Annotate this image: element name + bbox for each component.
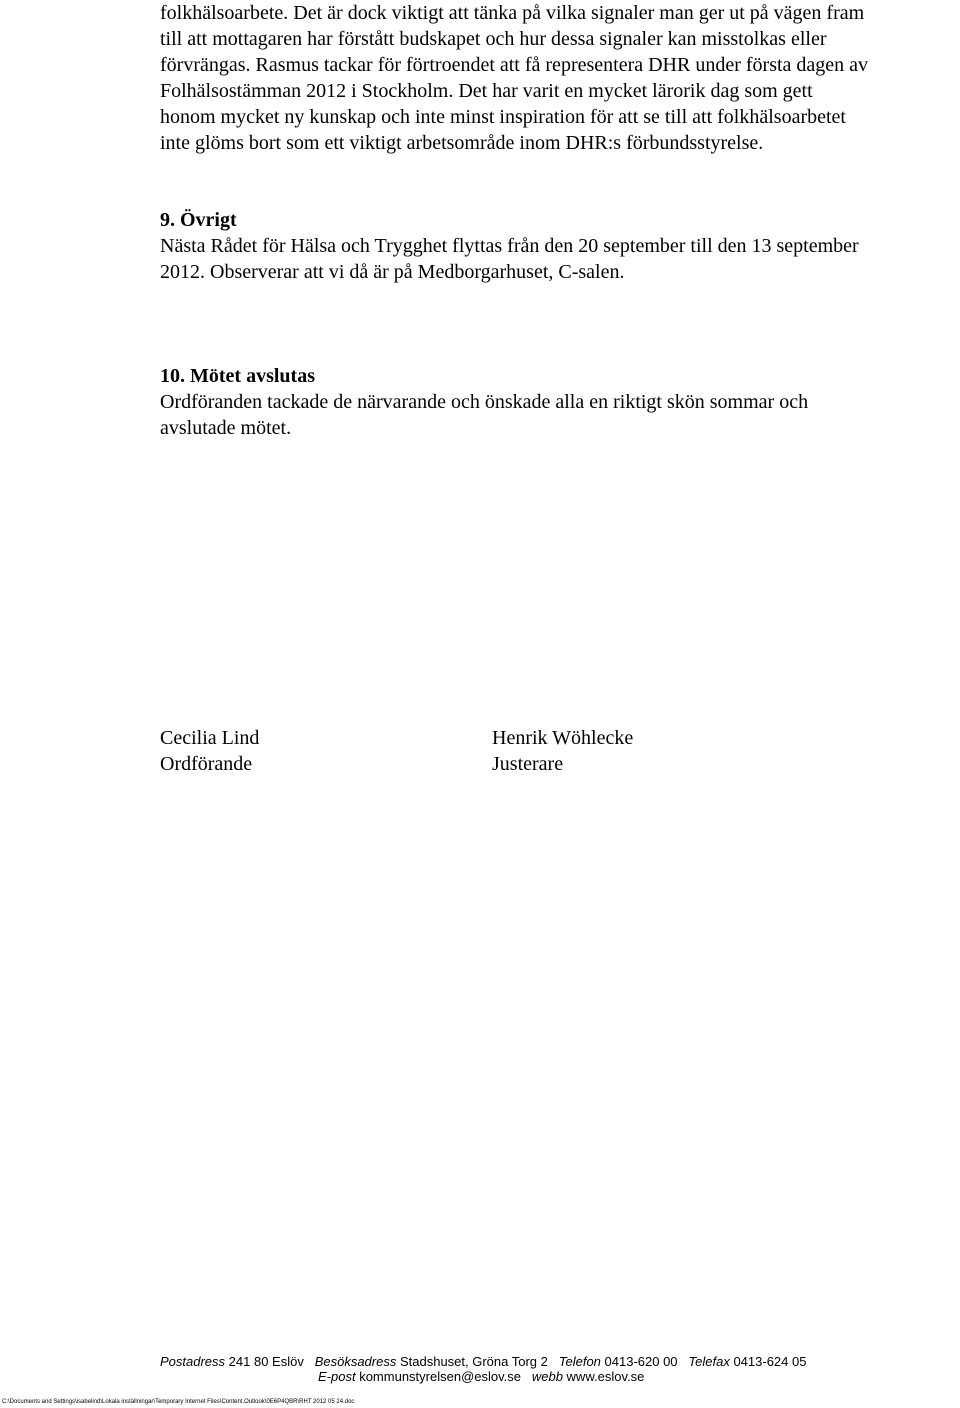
paragraph-line: till att mottagaren har förstått budskapet och hur dessa signaler kan misstolkas eller xyxy=(160,28,827,50)
paragraph-line: folkhälsoarbete. Det är dock viktigt att tänka på vilka signaler man ger ut på vägen fram xyxy=(160,2,865,24)
paragraph-line: förvrängas. Rasmus tackar för förtroendet att få representera DHR under första dagen av xyxy=(160,54,869,76)
footer-email-value: kommunstyrelsen@eslov.se xyxy=(359,1369,521,1384)
footer-postal-value: 241 80 Eslöv xyxy=(228,1354,304,1369)
signature-chair xyxy=(160,725,259,777)
section-10-line: avslutade mötet. xyxy=(160,417,292,439)
signature-adjuster-name: Henrik Wöhlecke xyxy=(492,727,634,749)
footer-visit-value: Stadshuset, Gröna Torg 2 xyxy=(399,1354,548,1369)
footer-contact-line xyxy=(0,1368,960,1385)
section-9-line: Nästa Rådet för Hälsa och Trygghet flyttas från den 20 september till den 13 september xyxy=(160,235,859,257)
file-path: C:\Documents and Settings\isabelind\Lokala inställningar\Temporary Internet Files\Content.Outlook\0E6P4QBR\RHT 2012 05 24.doc xyxy=(2,1399,355,1405)
section-9-heading: 9. Övrigt xyxy=(160,209,237,231)
footer-phone-label: Telefon xyxy=(558,1354,601,1369)
footer-visit-label: Besöksadress xyxy=(314,1354,397,1369)
footer-phone-value: 0413-620 00 xyxy=(604,1354,678,1369)
footer-web-value: www.eslov.se xyxy=(566,1369,645,1384)
paragraph-line: Folhälsostämman 2012 i Stockholm. Det har varit en mycket lärorik dag som gett xyxy=(160,80,813,102)
section-10-heading: 10. Mötet avslutas xyxy=(160,365,315,387)
paragraph-line: inte glöms bort som ett viktigt arbetsområde inom DHR:s förbundsstyrelse. xyxy=(160,132,764,154)
footer-fax-value: 0413-624 05 xyxy=(733,1354,807,1369)
section-9-line: 2012. Observerar att vi då är på Medborgarhuset, C-salen. xyxy=(160,261,625,283)
continuation-paragraph xyxy=(160,0,960,156)
footer-fax-label: Telefax xyxy=(688,1354,730,1369)
signature-adjuster-role: Justerare xyxy=(492,753,564,775)
signature-chair-name: Cecilia Lind xyxy=(160,727,260,749)
section-10-line: Ordföranden tackade de närvarande och önskade alla en riktigt skön sommar och xyxy=(160,391,809,413)
paragraph-line: honom mycket ny kunskap och inte minst inspiration för att se till att folkhälsoarbetet xyxy=(160,106,846,128)
signature-adjuster xyxy=(492,725,633,777)
signature-chair-role: Ordförande xyxy=(160,753,253,775)
section-9 xyxy=(160,207,960,285)
section-10 xyxy=(160,363,960,441)
footer-email-label: E-post xyxy=(318,1369,356,1384)
footer-postal-label: Postadress xyxy=(160,1354,226,1369)
footer-web-label: webb xyxy=(531,1369,563,1384)
